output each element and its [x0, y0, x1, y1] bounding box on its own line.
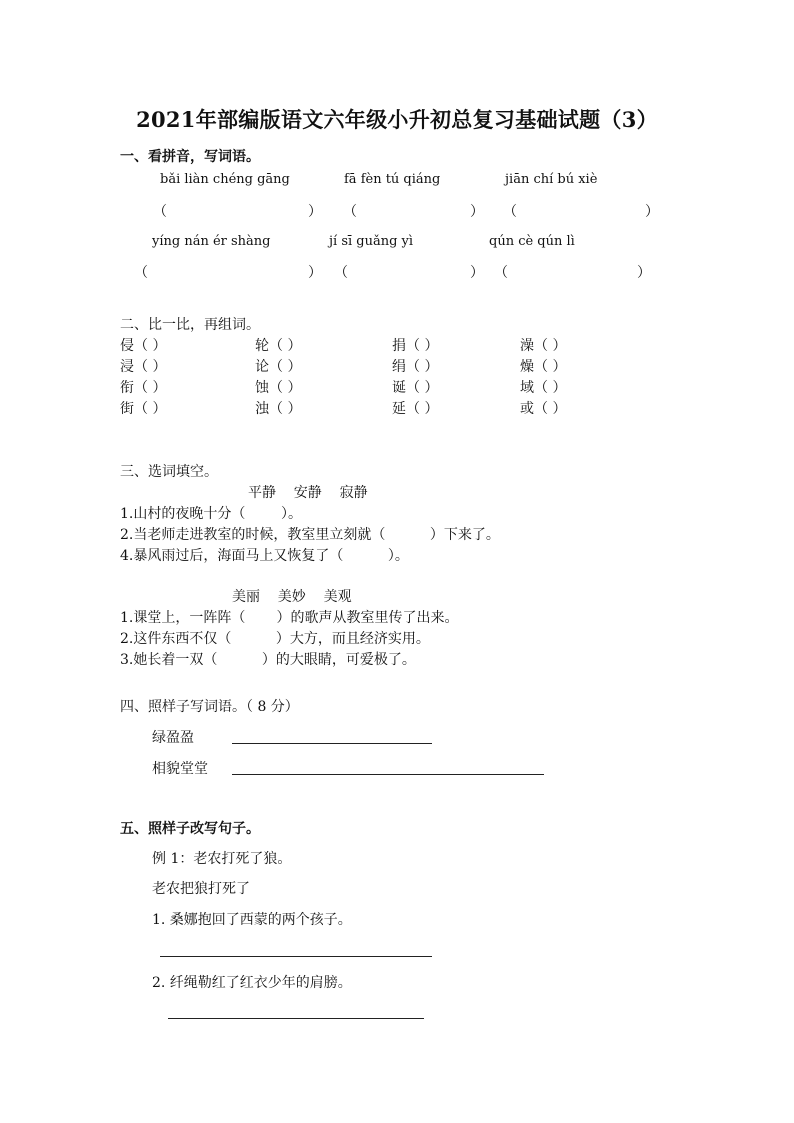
blank: （ ） — [134, 401, 167, 417]
rewrite-item: 1. 桑娜抱回了西蒙的两个孩子。 — [152, 912, 352, 928]
answer-close-paren: ） — [645, 204, 659, 220]
blank: （ ） — [269, 359, 302, 375]
char: 蚀 — [255, 380, 269, 396]
blank: （ ） — [534, 338, 567, 354]
section-2-heading: 二、比一比，再组词。 — [120, 317, 260, 333]
section-5-heading: 五、照样子改写句子。 — [120, 821, 260, 837]
answer-close-paren: ） — [308, 265, 322, 281]
fill-item: 2.当老师走进教室的时候，教室里立刻就（ ）下来了。 — [120, 527, 500, 543]
char: 燥 — [520, 359, 534, 375]
char: 捐 — [392, 338, 406, 354]
section-3-heading: 三、选词填空。 — [120, 464, 218, 480]
fill-item: 4.暴风雨过后，海面马上又恢复了（ ）。 — [120, 548, 409, 564]
fill-item: 3.她长着一双（ ）的大眼睛，可爱极了。 — [120, 652, 416, 668]
section-1-heading: 一、看拼音，写词语。 — [120, 149, 260, 165]
blank: （ ） — [134, 359, 167, 375]
char: 侵 — [120, 338, 134, 354]
answer-open-paren: （ — [153, 204, 167, 220]
answer-open-paren: （ — [503, 204, 517, 220]
fill-item: 2.这件东西不仅（ ）大方，而且经济实用。 — [120, 631, 430, 647]
char: 绢 — [392, 359, 406, 375]
answer-line — [232, 743, 432, 744]
answer-close-paren: ） — [637, 265, 651, 281]
char: 论 — [255, 359, 269, 375]
char: 诞 — [392, 380, 406, 396]
example-word: 绿盈盈 — [152, 730, 194, 746]
example-word: 相貌堂堂 — [152, 761, 208, 777]
char: 或 — [520, 401, 534, 417]
pinyin-2: fā fèn tú qiáng — [344, 172, 441, 187]
char: 街 — [120, 401, 134, 417]
answer-close-paren: ） — [470, 265, 484, 281]
char: 衔 — [120, 380, 134, 396]
blank: （ ） — [134, 380, 167, 396]
char: 浸 — [120, 359, 134, 375]
blank: （ ） — [406, 380, 439, 396]
answer-close-paren: ） — [308, 204, 322, 220]
pinyin-3: jiān chí bú xiè — [505, 172, 598, 187]
fill-item: 1.课堂上，一阵阵（ ）的歌声从教室里传了出来。 — [120, 610, 459, 626]
char: 延 — [392, 401, 406, 417]
blank: （ ） — [406, 401, 439, 417]
answer-open-paren: （ — [343, 204, 357, 220]
blank: （ ） — [406, 338, 439, 354]
blank: （ ） — [534, 401, 567, 417]
example-answer: 老农把狼打死了 — [152, 881, 250, 897]
fill-item: 1.山村的夜晚十分（ ）。 — [120, 506, 302, 522]
section-4-heading: 四、照样子写词语。（ 8 分） — [120, 699, 299, 715]
pinyin-5: jí sī guǎng yì — [329, 234, 414, 249]
char: 浊 — [255, 401, 269, 417]
answer-line — [160, 956, 432, 957]
char: 轮 — [255, 338, 269, 354]
pinyin-6: qún cè qún lì — [489, 234, 575, 249]
word-choices: 美丽 美妙 美观 — [232, 589, 352, 605]
blank: （ ） — [269, 380, 302, 396]
pinyin-1: bǎi liàn chéng gāng — [160, 172, 290, 187]
blank: （ ） — [134, 338, 167, 354]
answer-close-paren: ） — [470, 204, 484, 220]
blank: （ ） — [406, 359, 439, 375]
blank: （ ） — [534, 359, 567, 375]
char: 澡 — [520, 338, 534, 354]
answer-line — [168, 1018, 424, 1019]
blank: （ ） — [269, 338, 302, 354]
example-sentence: 例 1：老农打死了狼。 — [152, 851, 292, 867]
blank: （ ） — [269, 401, 302, 417]
page-title: 2021年部编版语文六年级小升初总复习基础试题（3） — [136, 107, 658, 132]
answer-open-paren: （ — [134, 265, 148, 281]
blank: （ ） — [534, 380, 567, 396]
word-choices: 平静 安静 寂静 — [248, 485, 368, 501]
answer-open-paren: （ — [334, 265, 348, 281]
char: 域 — [520, 380, 534, 396]
answer-open-paren: （ — [494, 265, 508, 281]
answer-line — [232, 774, 544, 775]
rewrite-item: 2. 纤绳勒红了红衣少年的肩膀。 — [152, 975, 352, 991]
pinyin-4: yíng nán ér shàng — [152, 234, 271, 249]
